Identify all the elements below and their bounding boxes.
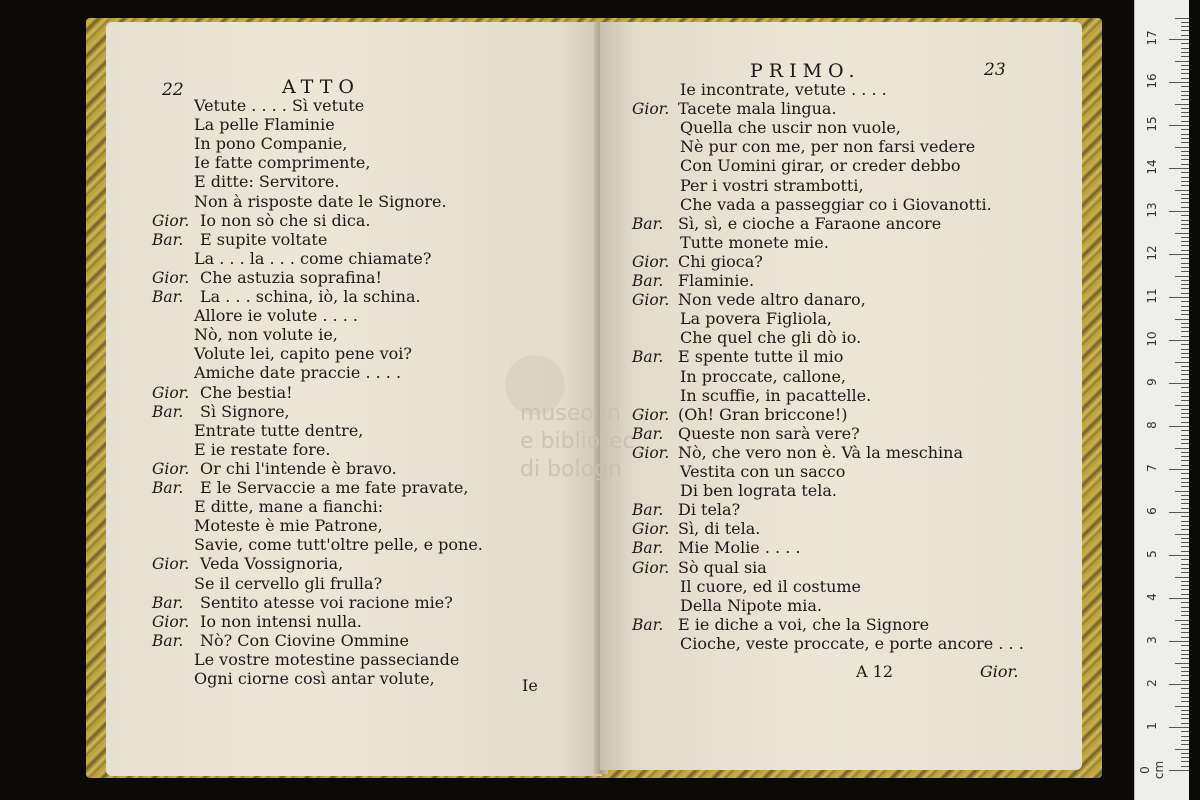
right-page (600, 22, 1082, 770)
verse-line: Nò, non volute ie, (194, 325, 338, 345)
verse-line: In scuffie, in pacattelle. (680, 385, 872, 405)
ruler-tick (1181, 129, 1189, 130)
ruler-tick (1175, 190, 1189, 191)
verse-line: E ie diche a voi, che la Signore (678, 614, 930, 634)
ruler-label: 2 (1145, 679, 1159, 687)
ruler-tick (1175, 749, 1189, 750)
ruler-tick (1175, 276, 1189, 277)
ruler-tick (1181, 245, 1189, 246)
ruler-tick (1181, 258, 1189, 259)
verse-line: Della Nipote mia. (680, 595, 823, 615)
ruler-tick (1181, 538, 1189, 539)
ruler-tick (1181, 542, 1189, 543)
ruler-tick (1181, 710, 1189, 711)
ruler-label: 14 (1145, 159, 1159, 175)
ruler-tick (1181, 357, 1189, 358)
verse-line: Nè pur con me, per non farsi vedere (680, 137, 976, 157)
ruler-label: 0 cm (1138, 760, 1166, 780)
ruler-tick (1181, 628, 1189, 629)
ruler-tick (1181, 396, 1189, 397)
speaker-label: Bar. (632, 424, 664, 443)
verse-line: La . . . schina, iò, la schina. (200, 287, 421, 306)
ruler-tick (1181, 108, 1189, 109)
ruler-tick (1181, 671, 1189, 672)
verse-line: Sì, di tela. (678, 519, 761, 539)
ruler-tick (1181, 624, 1189, 625)
ruler-label: 1 (1145, 722, 1159, 730)
ruler-tick (1181, 301, 1189, 302)
speaker-label: Gior. (152, 459, 190, 478)
ruler-tick (1169, 297, 1189, 298)
verse-line: Volute lei, capito pene voi? (194, 344, 412, 364)
ruler-tick (1181, 99, 1189, 100)
verse-line: Che astuzia soprafina! (200, 267, 382, 287)
verse-line: Con Uomini girar, or creder debbo (680, 156, 961, 176)
ruler-tick (1181, 439, 1189, 440)
speaker-label: Bar. (152, 402, 184, 421)
ruler-tick (1175, 147, 1189, 148)
ruler-tick (1181, 172, 1189, 173)
speaker-label: Bar. (152, 593, 184, 612)
verse-line: Di tela? (678, 500, 741, 520)
watermark-line: e bibliotec (520, 429, 635, 454)
ruler-tick (1181, 409, 1189, 410)
ruler-label: 5 (1145, 550, 1159, 558)
speaker-label: Gior. (632, 405, 670, 424)
speaker-label: Bar. (632, 272, 664, 290)
ruler-tick (1181, 379, 1189, 380)
ruler-tick (1181, 667, 1189, 668)
ruler-tick (1175, 233, 1189, 234)
verse-line: Tacete mala lingua. (678, 99, 837, 119)
ruler-tick (1181, 310, 1189, 311)
ruler-label: 8 (1145, 421, 1159, 429)
verse-line: Nò, che vero non è. Và la meschina (678, 442, 963, 462)
speaker-label: Bar. (632, 214, 664, 233)
verse-line: Sì, sì, e cioche a Faraone ancore (678, 213, 942, 233)
verse-line: Che bestia! (200, 382, 293, 402)
ruler-tick (1181, 159, 1189, 160)
ruler-tick (1181, 69, 1189, 70)
ruler-tick (1181, 478, 1189, 479)
ruler-tick (1181, 551, 1189, 552)
ruler-tick (1181, 585, 1189, 586)
verse-line: Ie fatte comprimente, (194, 153, 371, 173)
ruler-tick (1169, 254, 1189, 255)
ruler-tick (1175, 620, 1189, 621)
ruler-tick (1169, 727, 1189, 728)
verse-line: Cioche, veste proccate, e porte ancore . . . (680, 633, 1024, 653)
ruler-tick (1181, 181, 1189, 182)
ruler-label: 17 (1145, 30, 1159, 46)
ruler-tick (1181, 26, 1189, 27)
ruler-tick (1181, 215, 1189, 216)
ruler-tick (1181, 250, 1189, 251)
verse-line: Le vostre motestine passeciande (194, 649, 460, 669)
ruler-tick (1181, 495, 1189, 496)
ruler-label: 9 (1145, 378, 1159, 386)
ruler-tick (1181, 73, 1189, 74)
ruler-tick (1181, 680, 1189, 681)
ruler-tick (1181, 370, 1189, 371)
ruler-tick (1181, 435, 1189, 436)
ruler-tick (1181, 202, 1189, 203)
speaker-label: Gior. (632, 558, 670, 577)
ruler-label: 6 (1145, 507, 1159, 515)
verse-line: Io non sò che si dica. (200, 210, 371, 230)
ruler-tick (1181, 142, 1189, 143)
verse-line: Vestita con un sacco (680, 462, 846, 481)
ruler-tick (1181, 293, 1189, 294)
ruler-tick (1181, 607, 1189, 608)
left-page-number: 22 (162, 80, 184, 100)
ruler-tick (1181, 714, 1189, 715)
ruler-tick (1181, 344, 1189, 345)
verse-line: Allore ie volute . . . . (194, 306, 358, 326)
ruler-tick (1181, 731, 1189, 732)
ruler-tick (1175, 577, 1189, 578)
ruler-tick (1181, 349, 1189, 350)
ruler-tick (1169, 426, 1189, 427)
speaker-label: Gior. (152, 383, 190, 402)
right-page-number: 23 (984, 60, 1006, 80)
verse-line: Ie incontrate, vetute . . . . (680, 80, 887, 99)
verse-line: Veda Vossignoria, (200, 554, 344, 574)
ruler-tick (1181, 52, 1189, 53)
ruler-tick (1181, 413, 1189, 414)
ruler-tick (1175, 663, 1189, 664)
ruler-tick (1181, 521, 1189, 522)
ruler-tick (1181, 336, 1189, 337)
ruler-tick (1181, 374, 1189, 375)
ruler-tick (1181, 753, 1189, 754)
verse-line: Entrate tutte dentre, (194, 420, 364, 440)
ruler-tick (1181, 116, 1189, 117)
ruler-label: 10 (1145, 331, 1159, 347)
ruler-tick (1175, 491, 1189, 492)
ruler-tick (1181, 525, 1189, 526)
ruler-tick (1181, 263, 1189, 264)
ruler-tick (1169, 598, 1189, 599)
verse-line: Il cuore, ed il costume (680, 576, 862, 596)
ruler-tick (1169, 340, 1189, 341)
verse-line: Or chi l'intende è bravo. (200, 458, 397, 478)
ruler-tick (1181, 86, 1189, 87)
ruler-tick (1175, 448, 1189, 449)
ruler-tick (1181, 568, 1189, 569)
ruler-tick (1181, 422, 1189, 423)
ruler-tick (1169, 770, 1189, 771)
verse-line: Di ben lograta tela. (680, 481, 838, 501)
ruler-tick (1181, 503, 1189, 504)
verse-line: Sentito atesse voi racione mie? (200, 592, 453, 612)
ruler-tick (1181, 392, 1189, 393)
ruler-tick (1181, 589, 1189, 590)
ruler-tick (1181, 637, 1189, 638)
ruler-tick (1181, 207, 1189, 208)
ruler-tick (1181, 288, 1189, 289)
ruler-tick (1181, 134, 1189, 135)
verse-line: Non à risposte date le Signore. (194, 191, 447, 211)
ruler-tick (1181, 91, 1189, 92)
ruler-tick (1181, 271, 1189, 272)
ruler-tick (1181, 723, 1189, 724)
ruler-tick (1181, 645, 1189, 646)
verse-line: Tutte monete mie. (680, 232, 829, 252)
ruler-tick (1181, 177, 1189, 178)
ruler-tick (1181, 327, 1189, 328)
ruler-tick (1181, 43, 1189, 44)
verse-line: In proccate, callone, (680, 366, 846, 386)
left-page-catchword: Ie (522, 676, 538, 695)
ruler-tick (1181, 688, 1189, 689)
left-page-header: ATTO (282, 76, 360, 98)
ruler-label: 12 (1145, 245, 1159, 261)
ruler-tick (1181, 757, 1189, 758)
ruler-tick (1181, 331, 1189, 332)
ruler-tick (1169, 125, 1189, 126)
ruler-tick (1181, 736, 1189, 737)
watermark-line: museo in (520, 401, 621, 426)
ruler-tick (1181, 237, 1189, 238)
ruler-tick (1169, 555, 1189, 556)
verse-line: In pono Companie, (194, 134, 348, 154)
ruler-label: 11 (1145, 288, 1159, 304)
speaker-label: Gior. (632, 520, 670, 539)
verse-line: Non vede altro danaro, (678, 290, 866, 310)
ruler-tick (1181, 460, 1189, 461)
ruler-tick (1169, 211, 1189, 212)
ruler-tick (1181, 30, 1189, 31)
ruler-tick (1181, 740, 1189, 741)
verse-line: E ditte, mane a fianchi: (194, 497, 384, 517)
ruler-tick (1181, 35, 1189, 36)
ruler-label: 3 (1145, 636, 1159, 644)
ruler-tick (1181, 443, 1189, 444)
ruler-tick (1181, 417, 1189, 418)
ruler-tick (1181, 482, 1189, 483)
ruler-tick (1181, 697, 1189, 698)
speaker-label: Bar. (632, 615, 664, 634)
ruler-tick (1181, 701, 1189, 702)
speaker-label: Bar. (152, 230, 184, 249)
speaker-label: Gior. (152, 612, 190, 631)
watermark-text (520, 400, 680, 520)
verse-line: Savie, come tutt'oltre pelle, e pone. (194, 535, 483, 555)
ruler-tick (1181, 22, 1189, 23)
ruler-tick (1181, 164, 1189, 165)
ruler-tick (1169, 641, 1189, 642)
right-page-header: PRIMO. (750, 60, 861, 82)
verse-line: Io non intensi nulla. (200, 611, 362, 631)
ruler-tick (1181, 602, 1189, 603)
ruler-label: 13 (1145, 202, 1159, 218)
ruler-tick (1181, 198, 1189, 199)
ruler-tick (1175, 534, 1189, 535)
ruler-tick (1181, 430, 1189, 431)
ruler-tick (1181, 366, 1189, 367)
ruler-tick (1181, 323, 1189, 324)
verse-line: Vetute . . . . Sì vetute (194, 96, 365, 115)
speaker-label: Bar. (152, 288, 184, 306)
ruler-tick (1169, 168, 1189, 169)
ruler-tick (1181, 456, 1189, 457)
ruler-tick (1181, 95, 1189, 96)
speaker-label: Gior. (632, 252, 670, 271)
verse-line: La . . . la . . . come chiamate? (194, 248, 432, 268)
ruler-tick (1181, 594, 1189, 595)
speaker-label: Bar. (632, 501, 664, 520)
measurement-ruler (1134, 0, 1189, 800)
verse-line: E ie restate fore. (194, 439, 331, 459)
ruler-tick (1175, 706, 1189, 707)
verse-line: Quella che uscir non vuole, (680, 118, 901, 138)
ruler-tick (1181, 56, 1189, 57)
ruler-tick (1181, 632, 1189, 633)
ruler-label: 4 (1145, 593, 1159, 601)
ruler-tick (1181, 155, 1189, 156)
ruler-tick (1181, 654, 1189, 655)
verse-line: Flaminie. (678, 271, 755, 290)
ruler-tick (1181, 284, 1189, 285)
ruler-tick (1181, 400, 1189, 401)
verse-line: Nò? Con Ciovine Ommine (200, 630, 409, 650)
ruler-tick (1181, 224, 1189, 225)
ruler-tick (1181, 508, 1189, 509)
verse-line: La povera Figliola, (680, 309, 832, 329)
verse-line: Per i vostri strambotti, (680, 175, 864, 195)
ruler-tick (1181, 138, 1189, 139)
ruler-tick (1181, 112, 1189, 113)
ruler-tick (1181, 744, 1189, 745)
ruler-tick (1181, 529, 1189, 530)
ruler-tick (1181, 615, 1189, 616)
ruler-tick (1181, 220, 1189, 221)
ruler-tick (1181, 473, 1189, 474)
ruler-tick (1181, 546, 1189, 547)
verse-line: (Oh! Gran briccone!) (678, 404, 848, 424)
verse-line: Che vada a passeggiar co i Giovanotti. (680, 194, 992, 214)
ruler-tick (1181, 48, 1189, 49)
ruler-tick (1181, 267, 1189, 268)
ruler-tick (1175, 18, 1189, 19)
ruler-tick (1181, 151, 1189, 152)
ruler-tick (1181, 465, 1189, 466)
verse-line: La pelle Flaminie (194, 115, 335, 135)
verse-line: Mie Molie . . . . (678, 538, 801, 558)
speaker-label: Bar. (152, 479, 184, 497)
speaker-label: Gior. (152, 555, 190, 574)
ruler-tick (1181, 353, 1189, 354)
verse-line: E supite voltate (200, 229, 328, 249)
ruler-tick (1181, 78, 1189, 79)
ruler-tick (1169, 82, 1189, 83)
verse-line: Ogni ciorne così antar volute, (194, 669, 435, 688)
verse-line: Queste non sarà vere? (678, 423, 860, 443)
speaker-label: Bar. (632, 539, 664, 558)
ruler-tick (1181, 452, 1189, 453)
speaker-label: Gior. (632, 443, 670, 462)
ruler-tick (1181, 611, 1189, 612)
verse-line: E ditte: Servitore. (194, 172, 340, 192)
ruler-label: 16 (1145, 73, 1159, 89)
verse-line: Moteste è mie Patrone, (194, 516, 383, 536)
ruler-tick (1181, 194, 1189, 195)
ruler-tick (1169, 684, 1189, 685)
ruler-tick (1181, 572, 1189, 573)
right-page-catchword: Gior. (980, 662, 1019, 681)
ruler-tick (1181, 516, 1189, 517)
verse-line: Sò qual sia (678, 557, 767, 577)
verse-line: Che quel che gli dò io. (680, 328, 862, 348)
ruler-tick (1181, 314, 1189, 315)
ruler-tick (1175, 61, 1189, 62)
speaker-label: Gior. (632, 291, 670, 310)
ruler-tick (1169, 512, 1189, 513)
speaker-label: Bar. (152, 631, 184, 650)
ruler-tick (1181, 675, 1189, 676)
ruler-tick (1181, 650, 1189, 651)
speaker-label: Gior. (152, 268, 190, 287)
ruler-tick (1181, 121, 1189, 122)
ruler-tick (1181, 564, 1189, 565)
ruler-label: 7 (1145, 464, 1159, 472)
ruler-tick (1181, 761, 1189, 762)
verse-line: E le Servaccie a me fate pravate, (200, 478, 469, 497)
ruler-tick (1181, 658, 1189, 659)
ruler-tick (1181, 559, 1189, 560)
ruler-tick (1181, 766, 1189, 767)
ruler-tick (1169, 39, 1189, 40)
speaker-label: Gior. (152, 211, 190, 230)
ruler-tick (1175, 104, 1189, 105)
ruler-tick (1181, 693, 1189, 694)
verse-line: Se il cervello gli frulla? (194, 573, 383, 593)
speaker-label: Gior. (632, 100, 670, 119)
ruler-tick (1181, 185, 1189, 186)
ruler-tick (1181, 306, 1189, 307)
ruler-tick (1169, 469, 1189, 470)
ruler-label: 15 (1145, 116, 1159, 132)
ruler-tick (1181, 486, 1189, 487)
ruler-tick (1175, 362, 1189, 363)
speaker-label: Bar. (632, 348, 664, 367)
verse-line: Sì Signore, (200, 401, 290, 421)
right-page-signature-mark: A 12 (856, 662, 893, 681)
ruler-tick (1169, 383, 1189, 384)
watermark-line: di bologn (520, 457, 622, 482)
ruler-tick (1181, 499, 1189, 500)
ruler-tick (1181, 280, 1189, 281)
verse-line: E spente tutte il mio (678, 347, 844, 367)
ruler-tick (1181, 718, 1189, 719)
ruler-tick (1175, 405, 1189, 406)
verse-line: Chi gioca? (678, 251, 763, 271)
ruler-tick (1181, 387, 1189, 388)
ruler-tick (1181, 241, 1189, 242)
ruler-tick (1175, 319, 1189, 320)
ruler-tick (1181, 65, 1189, 66)
ruler-tick (1181, 581, 1189, 582)
ruler-tick (1181, 228, 1189, 229)
verse-line: Amiche date praccie . . . . (194, 363, 402, 383)
